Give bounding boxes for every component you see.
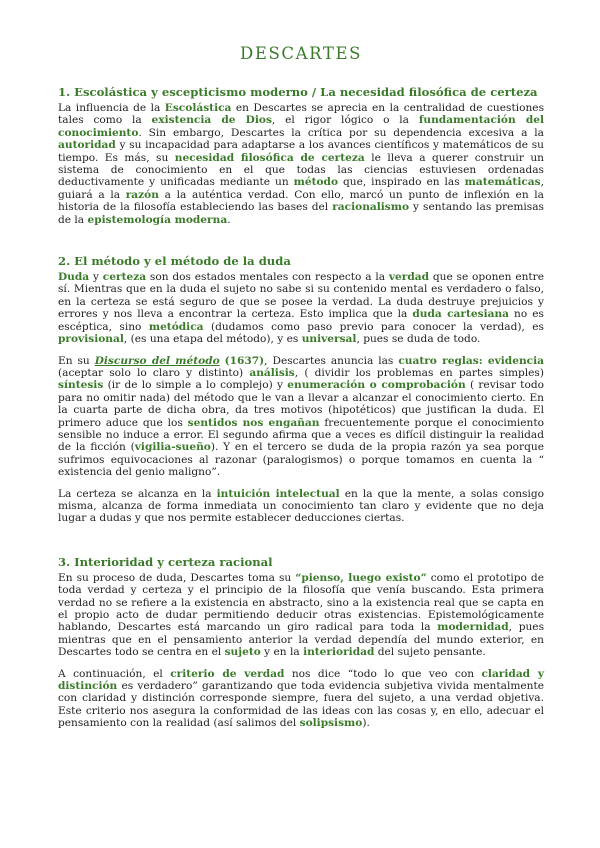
section-3	[58, 555, 544, 730]
text-run: , guiará a la	[58, 176, 544, 201]
highlighted-term: intuición intelectual	[216, 487, 340, 500]
highlighted-term: metódica	[148, 320, 204, 333]
paragraph	[58, 271, 544, 345]
text-run: ( revisar todo para no omitir nada) del método que le van a llevar a alcanzar el conocimiento cierto. En la cuarta parte de dicha obra, da tres motivos (hipotéticos) que justifican la duda. El primero aduce que los	[58, 379, 544, 429]
highlighted-term: “pienso, luego existo”	[295, 571, 427, 584]
text-run: . Sin embargo, Descartes la crítica por su dependencia excesiva a la	[138, 126, 544, 139]
text-run: frecuentemente porque el conocimiento sensible no induce a error. El segundo afirma que a veces es difícil distinguir la realidad de la ficción (	[58, 416, 544, 454]
highlighted-term: certeza	[102, 271, 147, 284]
highlighted-term: provisional	[58, 333, 124, 346]
highlighted-term: duda cartesiana	[412, 308, 510, 321]
book-title: Discurso del método	[94, 354, 220, 367]
highlighted-term: sujeto	[224, 646, 261, 659]
highlighted-term: verdad	[388, 271, 430, 284]
highlighted-term: fundamentación del conocimiento	[58, 114, 545, 139]
highlighted-term: razón	[125, 188, 159, 201]
text-run: son dos estados mentales con respecto a la	[146, 271, 389, 284]
highlighted-term: análisis	[249, 366, 295, 379]
section-2	[58, 254, 544, 525]
text-run: , ( dividir los problemas en partes simples)	[294, 366, 545, 379]
highlighted-term: Escolástica	[164, 102, 232, 114]
highlighted-term: método	[293, 176, 339, 189]
text-run: , Descartes anuncia las	[264, 354, 399, 367]
text-run: del sujeto pensante.	[374, 646, 486, 659]
section-heading: 2. El método y el método de la duda	[58, 254, 291, 269]
text-run: en Descartes se aprecia en la centralidad de cuestiones tales como la	[58, 102, 545, 127]
text-run: no es escéptica, sino	[58, 308, 544, 333]
highlighted-term: vigilia-sueño	[134, 441, 211, 454]
section-heading: 3. Interioridad y certeza racional	[58, 554, 273, 569]
highlighted-term: Duda	[58, 271, 90, 284]
text-run: a la auténtica verdad. Con ello, marcó un punto de inflexión en la historia de la filosofía estableciendo las bases del	[58, 188, 545, 214]
text-run: (dudamos como paso previo para conocer la verdad), es	[203, 320, 544, 333]
highlighted-term: cuatro reglas: evidencia	[398, 354, 544, 367]
paragraph	[58, 355, 544, 479]
text-run: La influencia de la	[58, 102, 165, 114]
text-run: En su proceso de duda, Descartes toma su	[58, 571, 296, 584]
paragraph	[58, 102, 544, 226]
highlighted-term: síntesis	[58, 379, 104, 392]
text-run: le lleva a querer construir un sistema de conocimiento en el que todas las ciencias estuviesen ordenadas deductivamente y unificadas mediante un	[58, 151, 545, 189]
text-run: y en la	[260, 646, 304, 659]
section-heading: 1. Escolástica y escepticismo moderno / La necesidad filosófica de certeza	[58, 85, 538, 99]
text-run: (aceptar solo lo claro y distinto)	[58, 366, 250, 379]
text-run: que se oponen entre sí. Mientras que en la duda el sujeto no sabe si su contenido mental es verdadero o falso, en la certeza se está seguro de que se posee la verdad. La duda destruye prejuicios y errores y nos lleva a encontrar la certeza. Esto implica que la	[58, 271, 544, 321]
text-run: , pues mientras que en el pensamiento anterior la verdad dependía del mundo exterior, en Descartes todo se centra en el	[58, 621, 544, 659]
highlighted-term: solipsismo	[299, 717, 363, 730]
paragraph	[58, 488, 544, 525]
text-run: y sentando las premisas de la	[58, 201, 544, 226]
highlighted-term: matemáticas	[464, 176, 541, 189]
text-run: , pues se duda de todo.	[356, 333, 481, 346]
highlighted-term: racionalismo	[332, 201, 410, 214]
text-run: y	[89, 271, 103, 284]
text-run: En su	[58, 354, 95, 367]
highlighted-term: epistemología moderna	[87, 213, 228, 226]
highlighted-term: universal	[301, 333, 357, 346]
text-run: ).	[362, 717, 370, 730]
text-run: y su incapacidad para adaptarse a los avances científicos y matemáticos de su tiempo. Es más, su	[58, 139, 544, 164]
highlighted-term: modernidad	[437, 621, 509, 634]
highlighted-term: enumeración o comprobación	[287, 379, 466, 392]
text-run: en la que la mente, a solas consigo misma, alcanza de forma inmediata un conocimiento tan claro y evidente que no deja lugar a dudas y que nos permite establecer deducciones ciertas.	[58, 487, 545, 525]
text-run: (ir de lo simple a lo complejo) y	[103, 379, 288, 392]
text-run: como el prototipo de toda verdad y certeza y el principio de la filosofía que venía buscando. Esta primera verdad no se refiere a la existencia en abstracto, sino a la existencia real que se capta en el propio acto de dudar permitiendo deducir otras existencias. Epistemológicamente hablando, Descartes está marcando un giro radical para toda la	[58, 571, 544, 634]
highlighted-term: existencia de Dios	[151, 114, 272, 127]
text-run: , (es una etapa del método), y es	[123, 333, 302, 346]
text-run: A continuación, el	[58, 667, 171, 680]
document-title: DESCARTES	[239, 44, 362, 63]
text-run: que, inspirado en las	[338, 176, 465, 189]
highlighted-term: necesidad filosófica de certeza	[174, 151, 365, 164]
text-run: , el rigor lógico o la	[271, 114, 419, 127]
text-run: ). Y en el tercero se duda de la propia razón ya sea porque sufrimos equivocaciones al razonar (paralogismos) o porque tomamos en cuenta la “ existencia del genio maligno”.	[58, 441, 544, 479]
text-run: nos dice “todo lo que veo con	[284, 667, 482, 680]
highlighted-term: sentidos nos engañan	[187, 416, 320, 429]
paragraph	[58, 572, 544, 659]
highlighted-term: (1637)	[224, 354, 265, 367]
text-run: .	[227, 213, 231, 226]
text-run: La certeza se alcanza en la	[58, 487, 217, 500]
highlighted-term: autoridad	[58, 139, 116, 152]
text-run: es verdadero” garantizando que toda evidencia subjetiva vivida mentalmente con claridad y distinción corresponde siempre, fuera del sujeto, a una verdad objetiva. Este criterio nos asegura la conformidad de las ideas con las cosas y, en ello, adecuar el pensamiento con la realidad (así salimos del	[58, 680, 544, 730]
paragraph	[58, 668, 544, 730]
highlighted-term: claridad y distinción	[58, 667, 544, 693]
highlighted-term: interioridad	[303, 646, 375, 659]
highlighted-term: criterio de verdad	[170, 667, 285, 680]
section-1	[58, 85, 544, 226]
